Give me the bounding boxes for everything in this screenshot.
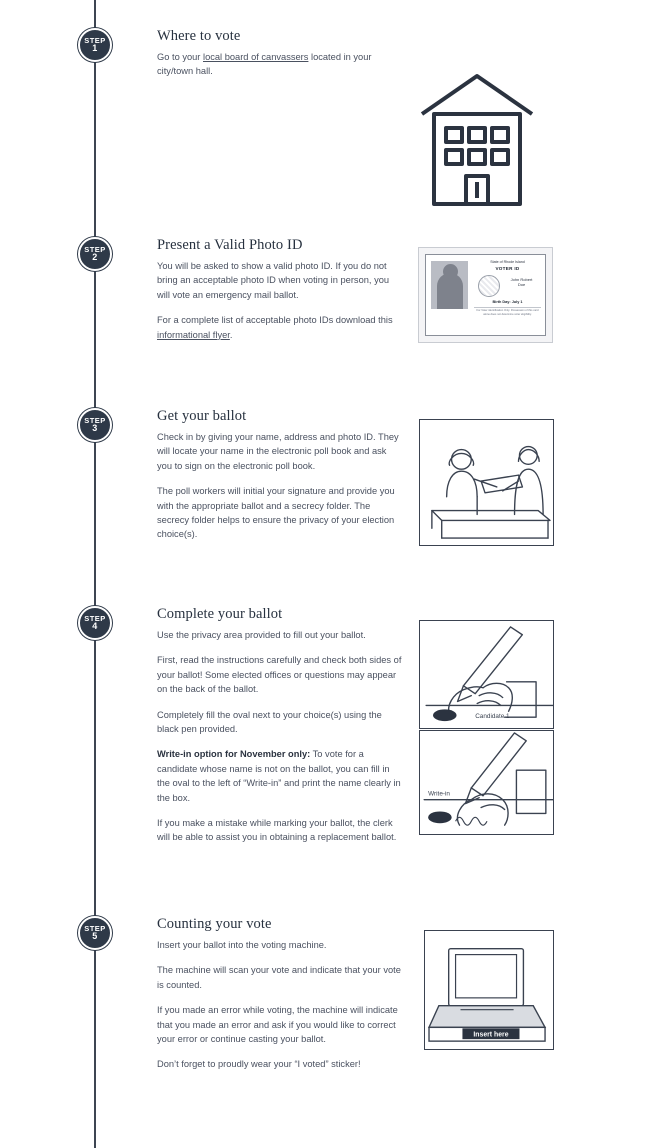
- filled-oval: [433, 709, 457, 721]
- state-seal-icon: [478, 275, 500, 297]
- step-1-paragraph-1: [157, 50, 404, 79]
- id-photo-portrait: [431, 261, 468, 309]
- poll-worker-desk-image: [419, 419, 554, 546]
- write-in-label: Write-in: [428, 790, 450, 798]
- step-badge-label: STEP: [84, 36, 106, 45]
- id-name: [502, 277, 541, 287]
- step-body-2: [157, 237, 404, 342]
- text-segment: For a complete list of acceptable photo IDs download this: [157, 315, 393, 326]
- step-body-3: [157, 408, 404, 542]
- id-card-inner-border: [425, 254, 546, 336]
- step-badge-number: 4: [92, 620, 98, 631]
- step-body-1: [157, 28, 404, 79]
- step-badge-label: STEP: [84, 614, 106, 623]
- step-3-paragraph-1: Check in by giving your name, address and photo ID. They will locate your name in the electronic poll book and ask you to sign on the electronic poll book.: [157, 432, 399, 471]
- step-badge-number: 5: [92, 930, 98, 941]
- fill-oval-illustration: [419, 620, 554, 729]
- step-title-5: Counting your vote: [157, 916, 272, 932]
- step-3-paragraph-2: The poll workers will initial your signature and provide you with the appropriate ballot and a secrecy folder. The secrecy folder helps to ensure the privacy of your election choice(s).: [157, 486, 395, 540]
- write-in-emphasis: Write-in option for November only:: [157, 749, 311, 760]
- voting-machine-image: [424, 930, 554, 1050]
- step-badge-1: [78, 28, 112, 62]
- step-title-2: Present a Valid Photo ID: [157, 237, 303, 253]
- step-4-paragraph-4: [157, 747, 404, 805]
- step-badge-number: 3: [92, 422, 98, 433]
- id-name-line-1: John Robert: [510, 277, 533, 282]
- candidate-label: Candidate 1: [475, 713, 510, 721]
- step-4-paragraph-3: Completely fill the oval next to your choice(s) using the black pen provided.: [157, 709, 382, 735]
- id-title-label: VOTER ID: [495, 266, 520, 271]
- voter-id-card-image: [418, 247, 553, 343]
- step-5-paragraph-3: If you made an error while voting, the machine will indicate that you made an error and ask if you would like to correct your error or continue casting your ballot.: [157, 1005, 398, 1045]
- step-4-paragraph-1: Use the privacy area provided to fill out your ballot.: [157, 630, 366, 640]
- text-segment: located in your city/town hall.: [157, 52, 372, 77]
- filled-oval-write-in: [428, 811, 452, 823]
- timeline-rail: [94, 0, 96, 1148]
- town-hall-icon: [412, 66, 542, 211]
- write-in-illustration: [419, 730, 554, 835]
- id-name-line-2: Doe: [517, 282, 526, 287]
- id-state-label: State of Rhode Island: [490, 260, 525, 264]
- text-segment: .: [229, 329, 233, 340]
- step-badge-label: STEP: [84, 245, 106, 254]
- step-badge-3: [78, 408, 112, 442]
- text-segment: Go to your: [157, 52, 203, 62]
- step-5-paragraph-1: Insert your ballot into the voting machine.: [157, 940, 327, 950]
- step-title-1: Where to vote: [157, 28, 241, 44]
- step-5-paragraph-2: The machine will scan your vote and indicate that your vote is counted.: [157, 965, 401, 990]
- step-body-5: [157, 916, 404, 1072]
- id-dob: Birth Day: July 1: [492, 300, 523, 304]
- step-badge-2: [78, 237, 112, 271]
- local-board-of-canvassers-link[interactable]: local board of canvassers: [203, 52, 309, 62]
- step-badge-label: STEP: [84, 416, 106, 425]
- step-badge-number: 1: [92, 42, 98, 53]
- step-badge-4: [78, 606, 112, 640]
- step-badge-number: 2: [92, 251, 98, 262]
- step-badge-5: [78, 916, 112, 950]
- step-5-paragraph-4: Don’t forget to proudly wear your “I voted” sticker!: [157, 1059, 361, 1070]
- step-title-3: Get your ballot: [157, 408, 247, 424]
- handwriting-squiggle: [456, 817, 487, 825]
- step-4-paragraph-5: If you make a mistake while marking your ballot, the clerk will be able to assist you in obtaining a replacement ballot.: [157, 818, 397, 843]
- step-4-paragraph-2: First, read the instructions carefully and check both sides of your ballot! Some elected offices or questions may appear on the back of the ballot.: [157, 655, 402, 695]
- step-body-4: [157, 606, 404, 845]
- id-fine-print: For Voter identification Only. Possession of this card alone does not determine voter eligibility.: [476, 309, 539, 317]
- step-badge-label: STEP: [84, 924, 106, 933]
- insert-here-label: Insert here: [473, 1031, 509, 1039]
- step-title-4: Complete your ballot: [157, 606, 283, 622]
- id-divider: [474, 307, 541, 308]
- informational-flyer-link[interactable]: informational flyer: [157, 329, 230, 340]
- text-segment: To vote for a candidate whose name is not on the ballot, you can fill in the oval to the left of “Write-in” and print the name clearly in the box.: [157, 749, 401, 803]
- step-2-paragraph-1: You will be asked to show a valid photo ID. If you do not bring an acceptable photo ID when voting in person, you will vote an emergency mail ballot.: [157, 261, 390, 300]
- step-2-paragraph-2: [157, 313, 404, 342]
